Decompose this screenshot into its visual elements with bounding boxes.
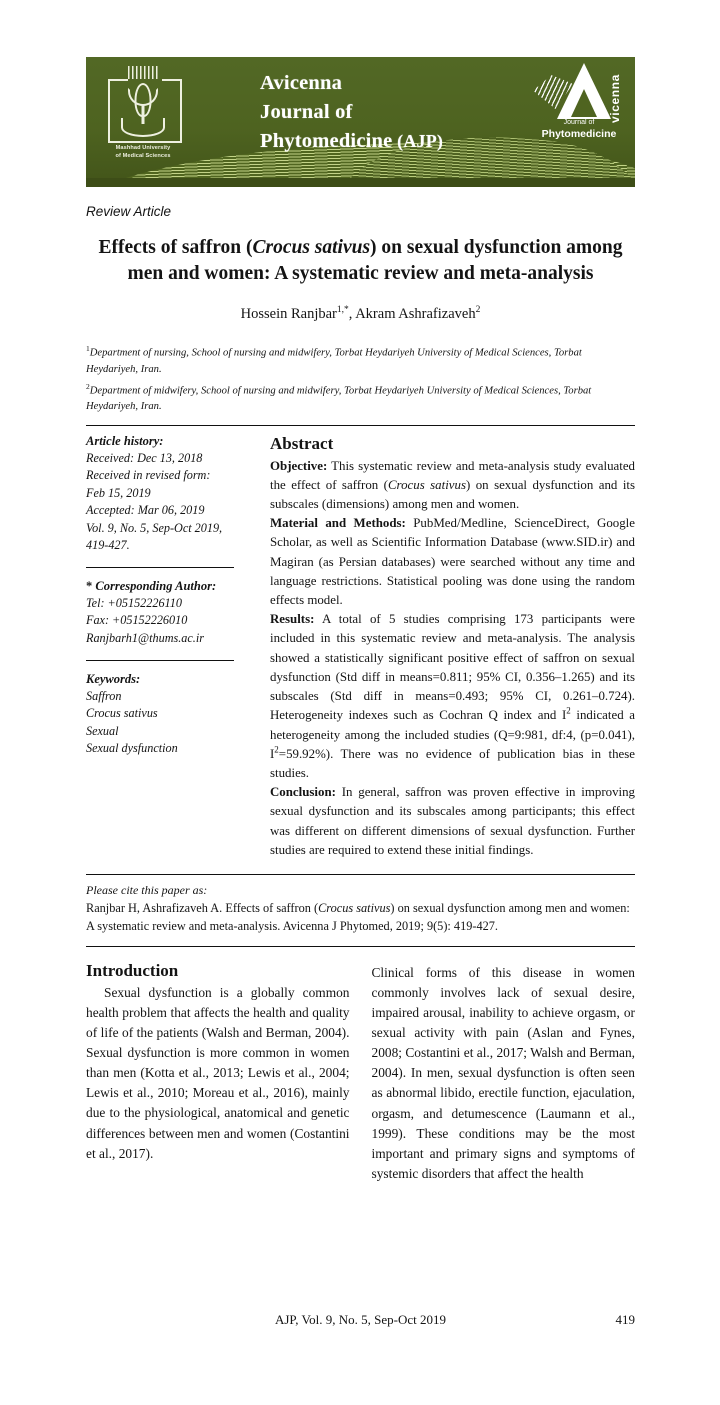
abstract-objective-species: Crocus sativus [387, 477, 466, 492]
citation-divider-top [86, 874, 635, 875]
sidebar-divider-2 [86, 660, 234, 661]
citation-text-b: ) on sexual dysfunction among men and women: A systematic review and meta-analysis. Avicenna J Phytomed, 2019; 9(5): 419-427. [86, 901, 630, 933]
citation-species-name: Crocus sativus [318, 901, 391, 916]
introduction-heading: Introduction [86, 960, 179, 980]
article-history-heading: Article history: [86, 433, 164, 448]
banner-bottom-strip [86, 178, 635, 187]
abstract-methods [270, 514, 635, 610]
mark-subtitle-phytomedicine: Phytomedicine [541, 128, 617, 140]
document-content [86, 196, 635, 1184]
received-date: Received: Dec 13, 2018 [86, 450, 203, 465]
author-2-name: , Akram Ashrafizaveh [348, 306, 476, 323]
mashhad-university-logo [104, 66, 182, 170]
logo-university-name [104, 144, 182, 161]
affiliation-2-text: Department of midwifery, School of nursing and midwifery, Torbat Heydariyeh University of Medical Sciences, Torbat Heydariyeh, Iran. [86, 385, 592, 413]
abstract-results [270, 610, 635, 783]
abstract-methods-label: Material and Methods: [270, 516, 406, 531]
keyword-item: Sexual [86, 723, 119, 738]
introduction-section [86, 961, 635, 1184]
logo-hands-icon [121, 118, 165, 137]
abstract-objective-label: Objective: [270, 458, 328, 473]
citation-text-a: Ranjbar H, Ashrafizaveh A. Effects of saffron ( [86, 901, 319, 916]
mark-side-text: vicenna [608, 74, 622, 123]
abstract-results-label: Results: [270, 612, 315, 627]
author-list [86, 305, 635, 323]
corresponding-author-heading [86, 579, 252, 594]
introduction-paragraph-left: Sexual dysfunction is a globally common health problem that affects the health and quality of life of the patients (Walsh and Berman, 2004). Sexual dysfunction is more common in women than men (Kotta et al., 2013; Lewis et al., 2004; Lewis et al., 2010; Moreau et al., 2016), mainly due to the physiological, anatomical and genetic differences between men and women (Costantini et al., 2017). [86, 984, 350, 1161]
revised-date: Feb 15, 2019 [86, 485, 151, 500]
author-1-superscript: 1,* [336, 305, 349, 316]
journal-abbreviation: (AJP) [392, 131, 444, 152]
citation-text [86, 900, 635, 936]
affiliation-2-marker: 2 [86, 381, 90, 391]
avicenna-journal-mark [531, 59, 627, 151]
journal-title-line-1: Avicenna [260, 72, 343, 94]
author-1-name: Hossein Ranjbar [240, 306, 337, 323]
introduction-left-column [86, 961, 350, 1184]
accepted-date: Accepted: Mar 06, 2019 [86, 503, 205, 518]
abstract-objective-text-b: ) on sexual dysfunction and its subscales (dimensions) among men and women. [270, 477, 636, 511]
abstract-methods-text: PubMed/Medline, ScienceDirect, Google Scholar, as well as Scientific Information Database (www.SID.ir) and Magiran (as Persian databases) were searched without any time and language restrictions. Statistical pooling was done using the random effects model. [270, 516, 635, 608]
revised-label: Received in revised form: [86, 468, 211, 483]
header-divider-rule [86, 425, 635, 426]
abstract-heading: Abstract [270, 433, 334, 453]
keyword-item: Sexual dysfunction [86, 741, 178, 756]
footer-page-number: 419 [615, 1312, 635, 1327]
affiliation-2 [86, 381, 635, 416]
page-title [92, 235, 629, 287]
corresponding-author-label: Corresponding Author: [95, 578, 217, 593]
title-part-2: ) on sexual dysfunction among men and women: A systematic review and meta-analysis [127, 237, 623, 285]
affiliation-1 [86, 343, 635, 378]
corresponding-author-asterisk: * [86, 578, 93, 593]
journal-title-line-2: Journal of [260, 101, 353, 124]
article-metadata-sidebar [86, 434, 262, 861]
journal-header-banner [86, 57, 635, 187]
journal-title-line-3 [260, 127, 443, 156]
mark-subtitle-journal-of: Journal of [563, 119, 595, 126]
article-type-label: Review Article [86, 204, 172, 219]
abstract-results-superscript-2: 2 [274, 744, 279, 755]
sidebar-divider-1 [86, 567, 234, 568]
journal-title-phytomedicine: Phytomedicine [260, 130, 393, 153]
keyword-item: Crocus sativus [86, 706, 158, 721]
abstract-objective-text-a: This systematic review and meta-analysis study evaluated the effect of saffron ( [270, 458, 635, 492]
keywords-heading: Keywords: [86, 671, 141, 686]
letter-a-cutout [571, 89, 597, 117]
journal-title [260, 69, 443, 156]
logo-university-line2: of Medical Sciences [115, 153, 171, 160]
citation-heading: Please cite this paper as: [86, 883, 208, 898]
abstract-results-superscript-1: 2 [566, 706, 571, 717]
keyword-item: Saffron [86, 688, 122, 703]
abstract-conclusion-text: In general, saffron was proven effective in improving sexual dysfunction and its subscales among participants; this effect was different on different dimensions of sexual dysfunction. Further studies are required to extend these initial findings. [270, 785, 635, 857]
contact-fax: Fax: +05152226010 [86, 613, 188, 628]
title-species-name: Crocus sativus [252, 237, 371, 258]
contact-email[interactable]: Ranjbarh1@thums.ac.ir [86, 631, 204, 646]
affiliation-1-marker: 1 [86, 344, 90, 354]
author-2-superscript: 2 [475, 305, 481, 316]
abstract-and-metadata-block [86, 434, 635, 861]
page-range-line: 419-427. [86, 538, 130, 553]
logo-crown-icon [128, 66, 158, 79]
introduction-paragraph-right: Clinical forms of this disease in women commonly involves lack of sexual desire, impaired arousal, inability to achieve orgasm, or sexual activity with pain (Aslan and Fynes, 2008; Costantini et al., 2017; Walsh and Berman, 2004). In men, sexual dysfunction is often seen as abnormal libido, erectile function, ejaculation, orgasm, and detumescence (Laumann et al., 1999). These conditions may be the most important and primary signs and symptoms of systemic disorders that affect the health [371, 964, 635, 1181]
abstract-conclusion-label: Conclusion: [270, 785, 336, 800]
contact-tel: Tel: +05152226110 [86, 595, 182, 610]
title-part-1: Effects of saffron ( [98, 237, 253, 258]
introduction-right-column [372, 961, 636, 1184]
citation-divider-bottom [86, 946, 635, 947]
abstract-conclusion [270, 783, 635, 860]
logo-university-line1: Mashhad University [115, 145, 171, 151]
footer-journal-reference: AJP, Vol. 9, No. 5, Sep-Oct 2019 [274, 1312, 447, 1327]
abstract-column [262, 434, 635, 861]
abstract-results-text-a: A total of 5 studies comprising 173 participants were included in this systematic review and meta-analysis. The analysis showed a statistically significant positive effect of saffron on sexual dysfunction (Std diff in means=0.811; 95% CI, 0.356–1.265) and its subscales (Std diff in means=0.493; 95% CI, 0.261–0.724). Heterogeneity indexes such as Cochran Q index and I [270, 612, 635, 723]
affiliation-1-text: Department of nursing, School of nursing and midwifery, Torbat Heydariyeh University of Medical Sciences, Torbat Heydariyeh, Iran. [86, 347, 582, 375]
abstract-results-text-c: =59.92%). There was no evidence of publication bias in these studies. [270, 746, 635, 781]
abstract-objective [270, 457, 635, 515]
volume-issue-line: Vol. 9, No. 5, Sep-Oct 2019, [86, 520, 223, 535]
abstract-results-text-b: indicated a heterogeneity among the included studies (Q=9:981, df:4, (p=0.041), I [270, 708, 635, 761]
